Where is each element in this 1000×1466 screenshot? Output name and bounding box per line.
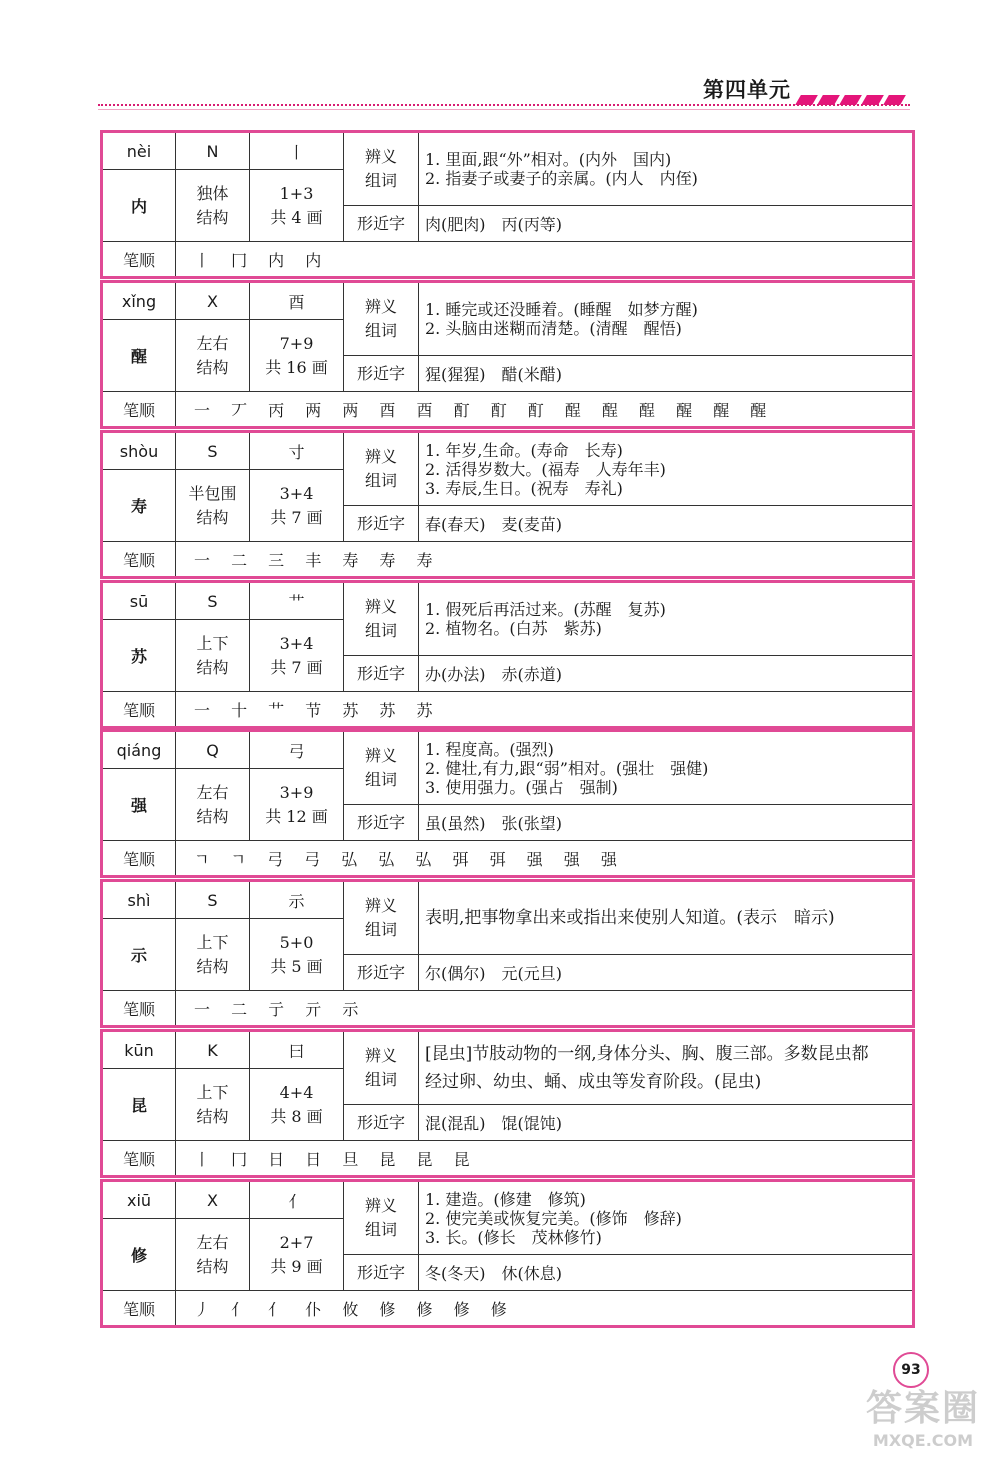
- radical: 曰: [250, 1031, 344, 1069]
- meaning-line: 1. 里面,跟“外”相对。(内外 国内): [425, 150, 672, 169]
- similar-label: 形近字: [344, 1255, 419, 1291]
- structure-word: 结构: [196, 806, 229, 826]
- structure-type: 上下: [196, 932, 229, 952]
- structure-type: 半包围: [188, 483, 237, 503]
- similar-label: 形近字: [344, 506, 419, 542]
- words-label-text: 组词: [364, 920, 397, 939]
- stroke-order-label: 笔顺: [102, 991, 176, 1027]
- meaning-line: 1. 程度高。(强烈): [425, 739, 554, 759]
- structure-word: 结构: [196, 357, 229, 377]
- radical: 示: [250, 881, 344, 919]
- character-entry: [100, 729, 912, 872]
- structure: [176, 769, 250, 841]
- stroke-count: [250, 320, 344, 392]
- stroke-total: 共 7 画: [270, 507, 323, 527]
- main-character: 醒: [102, 320, 176, 392]
- stroke-formula: 2+7: [279, 1232, 314, 1252]
- meaning-label: [344, 1181, 419, 1255]
- similar-characters: 混(混乱) 馄(馄饨): [419, 1105, 914, 1141]
- radical: 亻: [250, 1181, 344, 1219]
- meaning-line: 2. 活得岁数大。(福寿 人寿年丰): [425, 459, 666, 479]
- pinyin: xiū: [102, 1181, 176, 1219]
- similar-label: 形近字: [344, 1105, 419, 1141]
- similar-label: 形近字: [344, 955, 419, 991]
- pinyin: kūn: [102, 1031, 176, 1069]
- meaning-line: 1. 年岁,生命。(寿命 长寿): [425, 440, 623, 460]
- meaning-line: 2. 健壮,有力,跟“弱”相对。(强壮 强健): [425, 758, 709, 778]
- pinyin: xǐng: [102, 282, 176, 320]
- stroke-total: 共 7 画: [270, 657, 323, 677]
- main-character: 寿: [102, 470, 176, 542]
- character-entry: [100, 580, 912, 723]
- structure: [176, 1069, 250, 1141]
- stroke-order: 一 二 三 丰 寿 寿 寿: [176, 542, 914, 578]
- stroke-order-label: 笔顺: [102, 1291, 176, 1327]
- stroke-total: 共 12 画: [265, 806, 328, 826]
- structure-word: 结构: [196, 507, 229, 527]
- meaning-line: [昆虫]节肢动物的一纲,身体分头、胸、腹三部。多数昆虫都: [425, 1044, 869, 1064]
- character-entry: [100, 1029, 912, 1172]
- stroke-order-label: 笔顺: [102, 1141, 176, 1177]
- index-letter: X: [176, 1181, 250, 1219]
- pinyin: sū: [102, 582, 176, 620]
- character-entry: [100, 130, 912, 273]
- words-label-text: 组词: [364, 621, 397, 640]
- stroke-order: 一 丆 丙 两 两 酉 酉 酊 酊 酊 酲 酲 酲 醒 醒 醒: [176, 392, 914, 428]
- meanings: [419, 1181, 914, 1255]
- stroke-order: 丿 亻 亻 仆 攸 修 修 修 修: [176, 1291, 914, 1327]
- similar-label: 形近字: [344, 805, 419, 841]
- meaning-line: 3. 长。(修长 茂林修竹): [425, 1227, 602, 1247]
- similar-characters: 冬(冬天) 休(休息): [419, 1255, 914, 1291]
- words-label-text: 组词: [364, 1070, 397, 1089]
- meaning-label-text: 辨义: [364, 1196, 397, 1215]
- meaning-label-text: 辨义: [364, 896, 397, 915]
- stroke-total: 共 16 画: [265, 357, 328, 377]
- stroke-total: 共 4 画: [270, 207, 323, 227]
- meaning-label: [344, 582, 419, 656]
- meaning-line: 2. 头脑由迷糊而清楚。(清醒 醒悟): [425, 319, 682, 338]
- similar-characters: 虽(虽然) 张(张望): [419, 805, 914, 841]
- similar-characters: 肉(肥肉) 丙(丙等): [419, 206, 914, 242]
- meaning-label-text: 辨义: [364, 447, 397, 466]
- character-entry: [100, 1179, 912, 1322]
- structure: [176, 1219, 250, 1291]
- pinyin: shòu: [102, 432, 176, 470]
- meaning-label: [344, 282, 419, 356]
- stroke-count: [250, 620, 344, 692]
- index-letter: K: [176, 1031, 250, 1069]
- stroke-count: [250, 1219, 344, 1291]
- radical: 弓: [250, 731, 344, 769]
- stroke-formula: 5+0: [279, 932, 314, 952]
- meaning-label: [344, 881, 419, 955]
- main-character: 苏: [102, 620, 176, 692]
- meaning-label: [344, 432, 419, 506]
- main-character: 修: [102, 1219, 176, 1291]
- watermark: [848, 1380, 998, 1450]
- structure-type: 左右: [196, 782, 229, 802]
- stroke-order-label: 笔顺: [102, 542, 176, 578]
- stroke-total: 共 5 画: [270, 956, 323, 976]
- structure-type: 独体: [196, 183, 229, 203]
- structure: [176, 470, 250, 542]
- similar-characters: 尔(偶尔) 元(元旦): [419, 955, 914, 991]
- meaning-line: 1. 睡完或还没睡着。(睡醒 如梦方醒): [425, 300, 698, 319]
- unit-title: 第四单元: [703, 78, 791, 102]
- meaning-line: 经过卵、幼虫、蛹、成虫等发育阶段。(昆虫): [425, 1072, 762, 1092]
- structure-word: 结构: [196, 657, 229, 677]
- words-label-text: 组词: [364, 471, 397, 490]
- similar-label: 形近字: [344, 656, 419, 692]
- stroke-order-label: 笔顺: [102, 692, 176, 728]
- meanings: [419, 881, 914, 955]
- index-letter: S: [176, 881, 250, 919]
- structure-word: 结构: [196, 1256, 229, 1276]
- watermark-text: 答案圈: [865, 1388, 980, 1429]
- main-character: 示: [102, 919, 176, 991]
- stroke-order: 丨 冂 内 内: [176, 242, 914, 278]
- structure-type: 上下: [196, 633, 229, 653]
- stroke-total: 共 9 画: [270, 1256, 323, 1276]
- stroke-count: [250, 170, 344, 242]
- stroke-total: 共 8 画: [270, 1106, 323, 1126]
- stroke-order: ㄱ ㄱ 弓 弓 弘 弘 弘 弭 弭 强 强 强: [176, 841, 914, 877]
- structure-word: 结构: [196, 207, 229, 227]
- words-label-text: 组词: [364, 770, 397, 789]
- index-letter: X: [176, 282, 250, 320]
- meaning-label-text: 辨义: [364, 147, 397, 166]
- meaning-label: [344, 731, 419, 805]
- structure-type: 左右: [196, 1232, 229, 1252]
- stroke-formula: 3+4: [279, 483, 314, 503]
- stroke-count: [250, 1069, 344, 1141]
- stroke-count: [250, 769, 344, 841]
- page-number: 93: [893, 1352, 929, 1388]
- meaning-label-text: 辨义: [364, 297, 397, 316]
- meanings: [419, 132, 914, 206]
- watermark-url: MXQE.COM: [872, 1431, 974, 1450]
- index-letter: Q: [176, 731, 250, 769]
- stroke-order-label: 笔顺: [102, 392, 176, 428]
- meanings: [419, 432, 914, 506]
- main-character: 强: [102, 769, 176, 841]
- pinyin: nèi: [102, 132, 176, 170]
- similar-characters: 办(办法) 赤(赤道): [419, 656, 914, 692]
- stroke-formula: 7+9: [279, 333, 314, 353]
- radical: 丨: [250, 132, 344, 170]
- structure-type: 左右: [196, 333, 229, 353]
- pinyin: qiáng: [102, 731, 176, 769]
- meaning-label-text: 辨义: [364, 746, 397, 765]
- meaning-line: 2. 使完美或恢复完美。(修饰 修辞): [425, 1208, 682, 1228]
- header-decoration: [798, 90, 908, 109]
- meaning-line: 3. 寿辰,生日。(祝寿 寿礼): [425, 478, 623, 498]
- structure: [176, 320, 250, 392]
- structure-word: 结构: [196, 956, 229, 976]
- character-entry: [100, 430, 912, 573]
- structure: [176, 170, 250, 242]
- meaning-line: 1. 建造。(修建 修筑): [425, 1189, 586, 1209]
- words-label-text: 组词: [364, 171, 397, 190]
- structure-word: 结构: [196, 1106, 229, 1126]
- meaning-line: 表明,把事物拿出来或指出来使别人知道。(表示 暗示): [425, 908, 835, 928]
- index-letter: S: [176, 432, 250, 470]
- similar-characters: 春(春天) 麦(麦苗): [419, 506, 914, 542]
- meaning-line: 3. 使用强力。(强占 强制): [425, 777, 618, 797]
- meaning-label: [344, 132, 419, 206]
- stroke-order: 一 二 亍 亓 示: [176, 991, 914, 1027]
- structure: [176, 620, 250, 692]
- meaning-label-text: 辨义: [364, 597, 397, 616]
- meanings: [419, 582, 914, 656]
- structure-type: 上下: [196, 1082, 229, 1102]
- main-character: 昆: [102, 1069, 176, 1141]
- stroke-count: [250, 919, 344, 991]
- meanings: [419, 1031, 914, 1105]
- stroke-formula: 3+9: [279, 782, 314, 802]
- stroke-order: 一 十 艹 节 苏 苏 苏: [176, 692, 914, 728]
- stroke-order-label: 笔顺: [102, 841, 176, 877]
- pinyin: shì: [102, 881, 176, 919]
- meaning-label: [344, 1031, 419, 1105]
- stroke-formula: 1+3: [279, 183, 314, 203]
- header-divider-thin: [98, 109, 910, 110]
- index-letter: S: [176, 582, 250, 620]
- character-entry: [100, 879, 912, 1022]
- meaning-line: 1. 假死后再活过来。(苏醒 复苏): [425, 600, 666, 619]
- stroke-count: [250, 470, 344, 542]
- stroke-order-label: 笔顺: [102, 242, 176, 278]
- structure: [176, 919, 250, 991]
- index-letter: N: [176, 132, 250, 170]
- meanings: [419, 282, 914, 356]
- words-label-text: 组词: [364, 1220, 397, 1239]
- radical: 艹: [250, 582, 344, 620]
- similar-label: 形近字: [344, 356, 419, 392]
- radical: 酉: [250, 282, 344, 320]
- main-character: 内: [102, 170, 176, 242]
- character-entry: [100, 280, 912, 423]
- meaning-label-text: 辨义: [364, 1046, 397, 1065]
- meanings: [419, 731, 914, 805]
- words-label-text: 组词: [364, 321, 397, 340]
- stroke-order: 丨 冂 日 日 旦 昆 昆 昆: [176, 1141, 914, 1177]
- meaning-line: 2. 植物名。(白苏 紫苏): [425, 619, 602, 638]
- header-divider: [98, 104, 910, 106]
- stroke-formula: 3+4: [279, 633, 314, 653]
- stroke-formula: 4+4: [279, 1082, 314, 1102]
- meaning-line: 2. 指妻子或妻子的亲属。(内人 内侄): [425, 169, 698, 188]
- radical: 寸: [250, 432, 344, 470]
- similar-characters: 猩(猩猩) 醋(米醋): [419, 356, 914, 392]
- similar-label: 形近字: [344, 206, 419, 242]
